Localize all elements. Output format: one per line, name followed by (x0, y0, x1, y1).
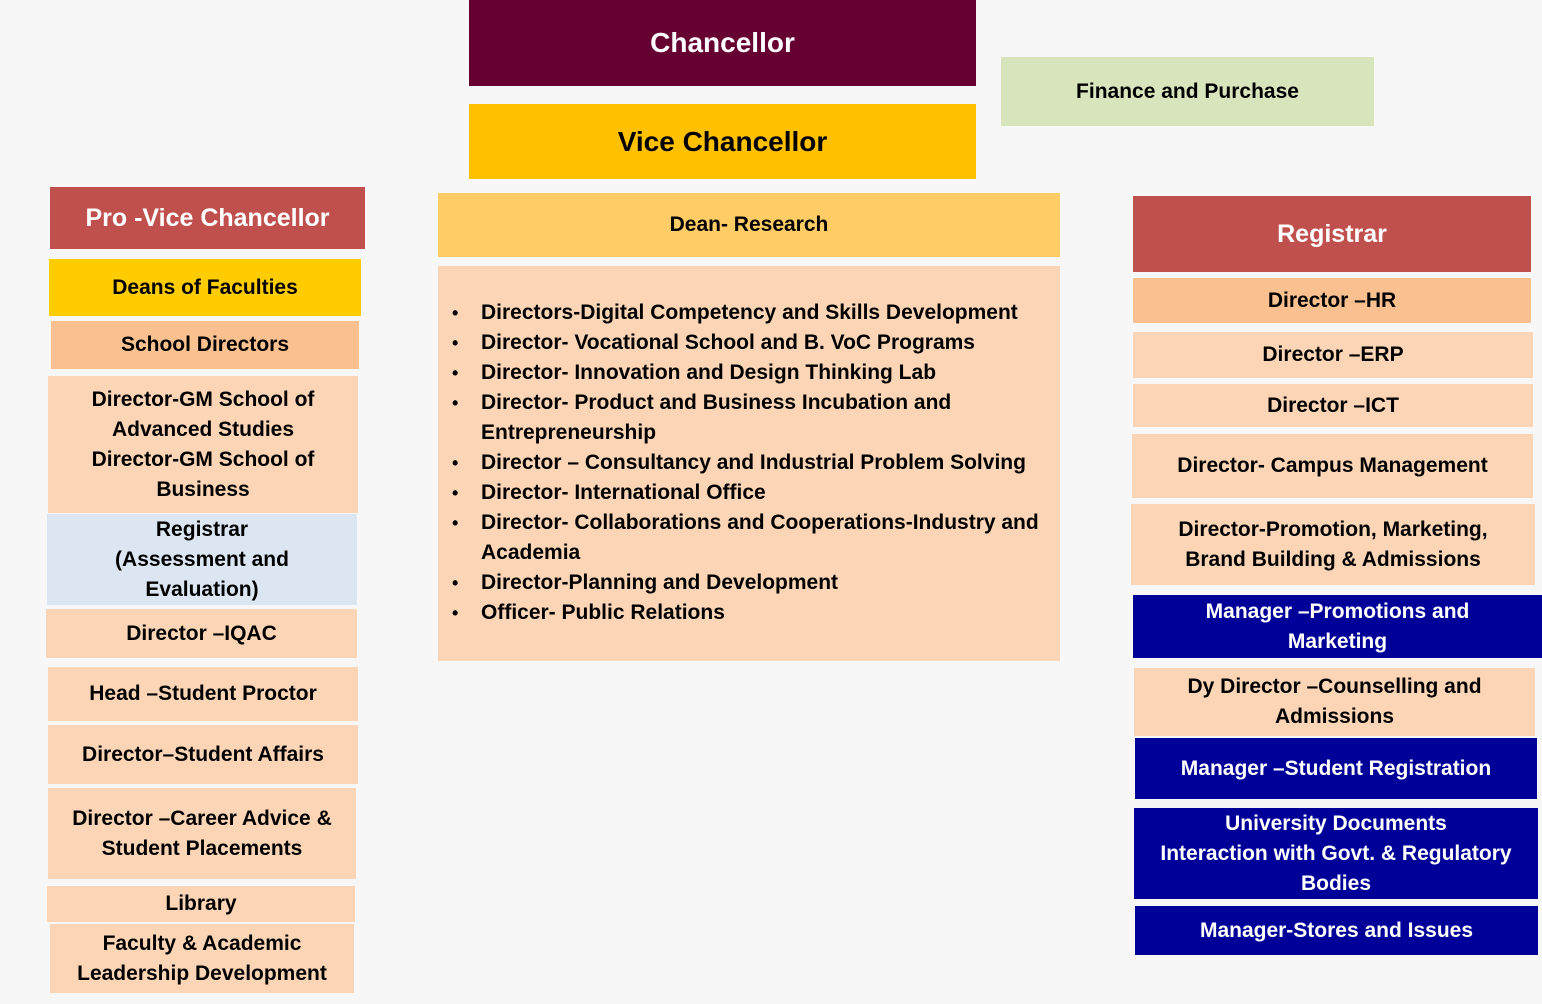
director-ict-box (1133, 384, 1533, 427)
registrar-box (1133, 196, 1531, 272)
registrar-label: Registrar (1277, 220, 1387, 248)
manager-promotions-line-1: Manager –Promotions and (1205, 599, 1470, 623)
head-student-proctor-label: Head –Student Proctor (89, 682, 317, 705)
registrar-assessment-line-3: Evaluation) (145, 577, 259, 601)
director-career-line-2: Student Placements (101, 836, 303, 860)
head-student-proctor-box (48, 667, 358, 721)
director-hr-label: Director –HR (1267, 288, 1397, 312)
director-campus-box (1132, 434, 1533, 498)
director-iqac-box (46, 609, 357, 658)
finance-purchase-box (1001, 57, 1374, 126)
dean-research-box (438, 193, 1060, 257)
gm-school-line-4: Business (156, 477, 250, 501)
list-item: • Director- Innovation and Design Thinking Lab (452, 361, 937, 384)
manager-student-registration-label: Manager –Student Registration (1180, 756, 1492, 780)
deans-of-faculties-label: Deans of Faculties (112, 275, 298, 299)
library-box (47, 886, 355, 922)
research-directors-list (438, 298, 1046, 628)
gm-school-line-3: Director-GM School of (91, 447, 315, 471)
library-label: Library (165, 892, 237, 915)
deans-of-faculties-box (49, 259, 361, 316)
university-documents-line-1: University Documents (1225, 811, 1447, 835)
list-item: • Director- Vocational School and B. VoC Programs (452, 331, 975, 354)
list-item: • Director- International Office (452, 481, 766, 504)
registrar-assessment-box (47, 514, 357, 605)
university-documents-line-3: Bodies (1300, 871, 1371, 895)
director-campus-label: Director- Campus Management (1177, 454, 1488, 477)
list-item: • Director – Consultancy and Industrial Problem Solving (452, 451, 1026, 474)
manager-promotions-box (1133, 595, 1542, 658)
finance-purchase-label: Finance and Purchase (1076, 79, 1299, 103)
director-career-advice-box (48, 788, 356, 879)
director-career-line-1: Director –Career Advice & (72, 806, 332, 830)
dy-director-counselling-line-2: Admissions (1274, 705, 1395, 728)
chancellor-box (469, 0, 976, 86)
university-documents-line-2: Interaction with Govt. & Regulatory (1160, 841, 1512, 865)
faculty-development-box (50, 924, 354, 993)
director-iqac-label: Director –IQAC (126, 621, 277, 645)
director-erp-label: Director –ERP (1262, 343, 1404, 366)
dy-director-counselling-box (1134, 668, 1535, 736)
director-erp-box (1133, 332, 1533, 378)
director-student-affairs-label: Director–Student Affairs (82, 742, 324, 766)
director-hr-box (1133, 278, 1531, 323)
director-ict-label: Director –ICT (1267, 393, 1399, 417)
director-promotion-line-2: Brand Building & Admissions (1185, 547, 1481, 571)
list-item: • Director-Planning and Development (452, 571, 839, 594)
manager-stores-box (1135, 906, 1538, 955)
gm-school-directors-box (48, 376, 358, 513)
gm-school-line-2: Advanced Studies (111, 417, 295, 441)
list-item: • Directors-Digital Competency and Skills Development (452, 301, 1018, 324)
registrar-assessment-line-2: (Assessment and (115, 547, 289, 571)
list-item: • Director- Collaborations and Cooperations-Industry and Academia (452, 511, 1039, 564)
registrar-assessment-line-1: Registrar (155, 517, 249, 541)
vice-chancellor-box (469, 104, 976, 179)
faculty-development-line-2: Leadership Development (77, 961, 327, 985)
vice-chancellor-label: Vice Chancellor (617, 125, 828, 157)
manager-stores-label: Manager-Stores and Issues (1199, 918, 1474, 942)
manager-student-registration-box (1135, 738, 1537, 799)
chancellor-label: Chancellor (650, 27, 795, 58)
director-promotion-box (1131, 504, 1535, 585)
pro-vice-chancellor-box (50, 187, 365, 249)
manager-promotions-line-2: Marketing (1287, 629, 1388, 653)
school-directors-label: School Directors (120, 333, 290, 356)
list-item: • Officer- Public Relations (452, 601, 725, 624)
dy-director-counselling-line-1: Dy Director –Counselling and (1187, 675, 1482, 698)
director-student-affairs-box (48, 725, 358, 784)
director-promotion-line-1: Director-Promotion, Marketing, (1178, 517, 1488, 541)
list-item: • Director- Product and Business Incubation and Entrepreneurship (452, 391, 952, 444)
research-directors-box (438, 266, 1060, 661)
pro-vice-chancellor-label: Pro -Vice Chancellor (85, 204, 330, 232)
gm-school-line-1: Director-GM School of (91, 387, 315, 411)
school-directors-box (51, 321, 359, 369)
faculty-development-line-1: Faculty & Academic (102, 931, 302, 955)
dean-research-label: Dean- Research (669, 213, 829, 236)
university-documents-box (1134, 808, 1538, 899)
